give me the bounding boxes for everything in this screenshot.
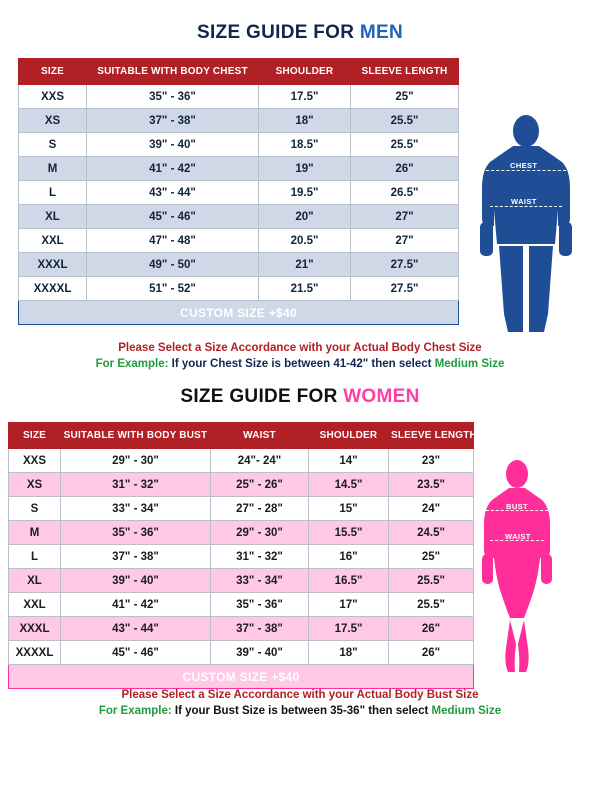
table-row	[19, 205, 459, 229]
women-note-example-suffix: Medium Size	[431, 705, 502, 717]
women-title-accent: WOMEN	[343, 386, 420, 407]
cell-shoulder: 21.5"	[259, 277, 351, 301]
men-table-wrap	[18, 58, 458, 325]
cell-sleeve: 25"	[389, 545, 474, 569]
men-custom-size-row	[19, 301, 459, 325]
cell-sleeve: 27"	[351, 205, 459, 229]
cell-bust: 37" - 38"	[61, 545, 211, 569]
table-row	[19, 181, 459, 205]
women-custom-size-row	[9, 665, 474, 689]
women-col-sleeve: SLEEVE LENGTH	[389, 423, 474, 449]
cell-sleeve: 23.5"	[389, 473, 474, 497]
cell-sleeve: 25.5"	[389, 569, 474, 593]
table-row	[19, 133, 459, 157]
cell-size: M	[19, 157, 87, 181]
chest-label: CHEST	[510, 161, 538, 170]
men-note-example-prefix: For Example:	[95, 358, 169, 370]
cell-chest: 45" - 46"	[87, 205, 259, 229]
cell-sleeve: 26"	[389, 641, 474, 665]
cell-size: XXXL	[19, 253, 87, 277]
cell-size: S	[19, 133, 87, 157]
male-body-figure	[466, 114, 586, 344]
cell-shoulder: 17.5"	[259, 85, 351, 109]
table-row	[19, 157, 459, 181]
cell-chest: 35" - 36"	[87, 85, 259, 109]
cell-size: XXXXL	[9, 641, 61, 665]
cell-size: XL	[19, 205, 87, 229]
men-table-head	[19, 59, 459, 85]
cell-waist: 37" - 38"	[211, 617, 309, 641]
table-row	[9, 593, 474, 617]
cell-waist: 39" - 40"	[211, 641, 309, 665]
cell-bust: 41" - 42"	[61, 593, 211, 617]
cell-shoulder: 19.5"	[259, 181, 351, 205]
men-size-table	[18, 58, 459, 325]
cell-sleeve: 27.5"	[351, 253, 459, 277]
cell-waist: 27" - 28"	[211, 497, 309, 521]
men-col-chest: SUITABLE WITH BODY CHEST	[87, 59, 259, 85]
men-col-sleeve: SLEEVE LENGTH	[351, 59, 459, 85]
cell-bust: 35" - 36"	[61, 521, 211, 545]
table-row	[9, 545, 474, 569]
cell-size: XXXXL	[19, 277, 87, 301]
women-note-primary: Please Select a Size Accordance with your Actual Body Bust Size	[121, 689, 479, 701]
cell-shoulder: 16.5"	[309, 569, 389, 593]
cell-size: S	[9, 497, 61, 521]
table-row	[19, 253, 459, 277]
cell-shoulder: 15.5"	[309, 521, 389, 545]
cell-size: L	[19, 181, 87, 205]
cell-size: XXS	[9, 449, 61, 473]
cell-bust: 45" - 46"	[61, 641, 211, 665]
female-silhouette-icon	[462, 458, 572, 673]
women-section	[0, 370, 600, 717]
cell-sleeve: 26"	[351, 157, 459, 181]
cell-chest: 51" - 52"	[87, 277, 259, 301]
cell-size: XS	[19, 109, 87, 133]
cell-chest: 37" - 38"	[87, 109, 259, 133]
cell-waist: 33" - 34"	[211, 569, 309, 593]
table-row	[19, 277, 459, 301]
cell-sleeve: 27"	[351, 229, 459, 253]
women-header-row	[9, 423, 474, 449]
cell-shoulder: 15"	[309, 497, 389, 521]
women-title-prefix: SIZE GUIDE FOR	[180, 386, 344, 407]
waist-dashed-line	[490, 206, 562, 207]
cell-chest: 49" - 50"	[87, 253, 259, 277]
waist-label: WAIST	[511, 197, 537, 206]
cell-size: XXL	[19, 229, 87, 253]
cell-sleeve: 25.5"	[351, 133, 459, 157]
table-row	[9, 617, 474, 641]
women-custom-size-label: CUSTOM SIZE +$40	[9, 665, 474, 689]
men-notes	[0, 342, 600, 370]
cell-size: L	[9, 545, 61, 569]
male-silhouette-icon	[466, 114, 586, 334]
women-col-bust: SUITABLE WITH BODY BUST	[61, 423, 211, 449]
cell-sleeve: 24.5"	[389, 521, 474, 545]
cell-shoulder: 21"	[259, 253, 351, 277]
cell-sleeve: 26"	[389, 617, 474, 641]
cell-waist: 29" - 30"	[211, 521, 309, 545]
cell-chest: 41" - 42"	[87, 157, 259, 181]
table-row	[19, 109, 459, 133]
cell-sleeve: 25.5"	[389, 593, 474, 617]
female-body-figure	[462, 458, 582, 688]
men-note-example-suffix: Medium Size	[434, 358, 505, 370]
cell-sleeve: 25"	[351, 85, 459, 109]
cell-shoulder: 16"	[309, 545, 389, 569]
women-page-title	[0, 370, 600, 408]
table-row	[19, 85, 459, 109]
cell-bust: 33" - 34"	[61, 497, 211, 521]
table-row	[9, 497, 474, 521]
cell-size: XL	[9, 569, 61, 593]
women-table-wrap	[8, 422, 477, 689]
cell-bust: 31" - 32"	[61, 473, 211, 497]
cell-sleeve: 27.5"	[351, 277, 459, 301]
men-custom-size-label: CUSTOM SIZE +$40	[19, 301, 459, 325]
men-page-title	[0, 0, 600, 44]
women-table-head	[9, 423, 477, 449]
cell-shoulder: 14"	[309, 449, 389, 473]
men-col-shoulder: SHOULDER	[259, 59, 351, 85]
cell-size: XXXL	[9, 617, 61, 641]
cell-size: XXL	[9, 593, 61, 617]
table-row	[9, 569, 474, 593]
cell-sleeve: 24"	[389, 497, 474, 521]
women-notes	[0, 689, 600, 717]
cell-chest: 39" - 40"	[87, 133, 259, 157]
men-note-example	[0, 358, 600, 370]
men-note-primary: Please Select a Size Accordance with your Actual Body Chest Size	[118, 342, 482, 354]
cell-shoulder: 17.5"	[309, 617, 389, 641]
table-row	[9, 521, 474, 545]
cell-bust: 39" - 40"	[61, 569, 211, 593]
cell-shoulder: 18.5"	[259, 133, 351, 157]
waist-label: WAIST	[505, 532, 531, 541]
men-note-example-body: If your Chest Size is between 41-42" then select	[168, 358, 435, 370]
women-size-table	[8, 422, 477, 689]
cell-shoulder: 18"	[309, 641, 389, 665]
cell-waist: 31" - 32"	[211, 545, 309, 569]
chest-dashed-line	[486, 170, 566, 171]
men-title-prefix: SIZE GUIDE FOR	[197, 22, 360, 43]
men-col-size: SIZE	[19, 59, 87, 85]
women-note-example-prefix: For Example:	[98, 705, 172, 717]
cell-waist: 24"- 24"	[211, 449, 309, 473]
women-col-waist: WAIST	[211, 423, 309, 449]
table-row	[9, 641, 474, 665]
cell-shoulder: 17"	[309, 593, 389, 617]
cell-shoulder: 20"	[259, 205, 351, 229]
cell-waist: 35" - 36"	[211, 593, 309, 617]
cell-size: XS	[9, 473, 61, 497]
women-note-example-body: If your Bust Size is between 35-36" then select	[171, 705, 432, 717]
men-section	[0, 0, 600, 370]
women-note-example	[0, 705, 600, 717]
table-row	[19, 229, 459, 253]
women-table-body	[9, 449, 474, 689]
cell-shoulder: 19"	[259, 157, 351, 181]
cell-sleeve: 26.5"	[351, 181, 459, 205]
cell-shoulder: 14.5"	[309, 473, 389, 497]
cell-chest: 43" - 44"	[87, 181, 259, 205]
cell-bust: 43" - 44"	[61, 617, 211, 641]
cell-chest: 47" - 48"	[87, 229, 259, 253]
cell-waist: 25" - 26"	[211, 473, 309, 497]
cell-sleeve: 25.5"	[351, 109, 459, 133]
table-row	[9, 449, 474, 473]
bust-label: BUST	[506, 502, 529, 511]
cell-size: XXS	[19, 85, 87, 109]
cell-sleeve: 23"	[389, 449, 474, 473]
men-title-accent: MEN	[359, 22, 403, 43]
cell-shoulder: 20.5"	[259, 229, 351, 253]
women-col-size: SIZE	[9, 423, 61, 449]
cell-bust: 29" - 30"	[61, 449, 211, 473]
cell-shoulder: 18"	[259, 109, 351, 133]
men-table-body	[19, 85, 459, 325]
men-header-row	[19, 59, 459, 85]
women-col-shoulder: SHOULDER	[309, 423, 389, 449]
cell-size: M	[9, 521, 61, 545]
table-row	[9, 473, 474, 497]
